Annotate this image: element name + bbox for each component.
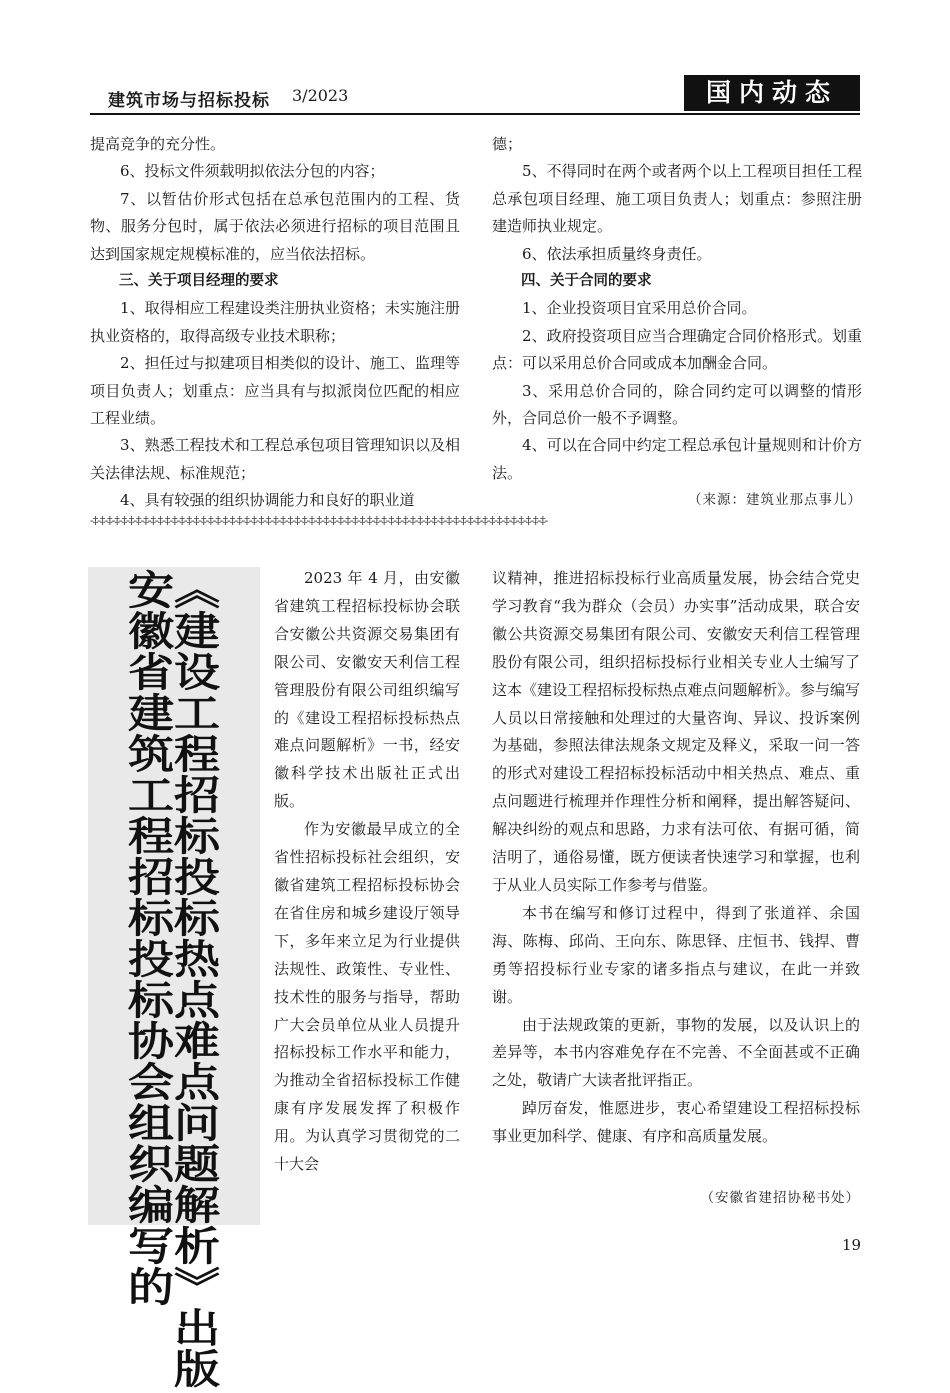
- paragraph: 1、取得相应工程建设类注册执业资格；未实施注册执业资格的，取得高级专业技术职称；: [90, 299, 460, 345]
- title-sub: [128, 568, 174, 1311]
- section-heading: 三、关于项目经理的要求: [119, 273, 279, 290]
- paragraph: 3、熟悉工程技术和工程总承包项目管理知识以及相关法律法规、标准规范；: [90, 436, 460, 482]
- title-char: 难: [174, 1019, 220, 1065]
- title-char: 热: [174, 937, 220, 983]
- paragraph: 踔厉奋发，惟愿进步，衷心希望建设工程招标投标事业更加科学、健康、有序和高质量发展。: [492, 1099, 860, 1146]
- title-char: 建: [174, 609, 220, 655]
- page-number: 19: [842, 1236, 862, 1254]
- article-column-2: [492, 565, 860, 1151]
- title-char: 标: [174, 896, 220, 942]
- paragraph: 1、企业投资项目宜采用总价合同。: [522, 299, 757, 318]
- paragraph: 议精神，推进招标投标行业高质量发展，协会结合党史学习教育“我为群众（会员）办实事”活动成果，联合安徽公共资源交易集团有限公司、安徽安天利信工程管理股份有限公司，组织招标投标行业相关专业人士编写了这本《建设工程招标投标热点难点问题解析》。参与编写人员以日常接触和处理过的大量咨询、异议、投诉案例为基础，参照法律法规条文规定及释义，采取一问一答的形式对建设工程招标投标活动中相关热点、难点、重点问题进行梳理并作理性分析和阐释，提出解答疑问、解决纠纷的观点和思路，力求有法可依、有据可循，简洁明了，通俗易懂，既方便读者快速学习和掌握，也利于从业人员实际工作参考与借鉴。: [492, 569, 860, 894]
- top-left-column: [90, 131, 460, 515]
- section-title: 国内动态: [684, 75, 860, 111]
- paragraph: 2、政府投资项目应当合理确定合同价格形式。划重点：可以采用总价合同或成本加酬金合同。: [492, 326, 862, 373]
- journal-title: 建筑市场与招标投标: [108, 91, 270, 111]
- title-char: 版: [174, 1347, 220, 1393]
- article-column-1: [274, 565, 460, 1179]
- title-char: 标: [174, 814, 220, 860]
- title-char: 编: [128, 1183, 174, 1229]
- title-char: 标: [128, 978, 174, 1024]
- paragraph: 7、以暂估价形式包括在总承包范围内的工程、货物、服务分包时，属于依法必须进行招标的项目范围且达到国家规定规模标准的，应当依法招标。: [90, 189, 460, 263]
- title-char: 安: [128, 568, 174, 614]
- header-rule: [90, 113, 860, 115]
- title-char: 投: [174, 855, 220, 901]
- title-char: 解: [174, 1183, 220, 1229]
- section-heading: 四、关于合同的要求: [521, 273, 652, 290]
- paragraph: 2、担任过与拟建项目相类似的设计、施工、监理等项目负责人；划重点：应当具有与拟派岗位匹配的相应工程业绩。: [90, 354, 460, 428]
- title-char: 徽: [128, 609, 174, 655]
- title-char: ︾: [174, 1265, 220, 1311]
- paragraph: 由于法规政策的更新，事物的发展，以及认识上的差异等，本书内容难免存在不完善、不全面甚或不正确之处，敬请广大读者批评指正。: [492, 1015, 860, 1090]
- title-char: 程: [174, 732, 220, 778]
- paragraph: 提高竞争的充分性。: [90, 135, 226, 153]
- title-char: 的: [128, 1265, 174, 1311]
- title-char: 建: [128, 691, 174, 737]
- paragraph: 4、可以在合同中约定工程总承包计量规则和计价方法。: [492, 436, 862, 482]
- paragraph: 6、依法承担质量终身责任。: [522, 244, 712, 263]
- title-char: 投: [128, 937, 174, 983]
- title-char: 出: [174, 1306, 220, 1352]
- title-main: [174, 568, 220, 1393]
- paragraph: 德；: [492, 135, 523, 153]
- title-char: 工: [174, 691, 220, 737]
- paragraph: 作为安徽最早成立的全省性招标投标社会组织，安徽省建筑工程招标投标协会在省住房和城乡建设厅领导下，多年来立足为行业提供法规性、政策性、专业性、技术性的服务与指导，帮助广大会员单位从业人员提升招标投标工作水平和能力，为推动全省招标投标工作健康有序发展发挥了积极作用。为认真学习贯彻党的二十大会: [274, 820, 460, 1174]
- paragraph: 3、采用总价合同的，除合同约定可以调整的情形外，合同总价一般不予调整。: [492, 381, 862, 428]
- title-char: 工: [128, 773, 174, 819]
- title-char: 省: [128, 650, 174, 696]
- title-char: 会: [128, 1060, 174, 1106]
- issue-number: 3/2023: [292, 86, 349, 105]
- article-title-block: [88, 567, 260, 1393]
- title-char: 点: [174, 978, 220, 1024]
- title-char: 筑: [128, 732, 174, 778]
- title-char: 写: [128, 1224, 174, 1270]
- title-char: 组: [128, 1101, 174, 1147]
- title-char: 题: [174, 1142, 220, 1188]
- paragraph: 本书在编写和修订过程中，得到了张道祥、余国海、陈梅、邱尚、王向东、陈思铎、庄恒书、钱捍、曹勇等招投标行业专家的诸多指点与建议，在此一并致谢。: [492, 903, 860, 1006]
- title-char: 程: [128, 814, 174, 860]
- paragraph: 2023 年 4 月，由安徽省建筑工程招标投标协会联合安徽公共资源交易集团有限公司、安徽安天利信工程管理股份有限公司组织编写的《建设工程招标投标热点难点问题解析》一书，经安徽科学技术出版社正式出版。: [274, 569, 460, 811]
- title-char: 点: [174, 1060, 220, 1106]
- title-char: 招: [128, 855, 174, 901]
- title-char: 析: [174, 1224, 220, 1270]
- paragraph: 6、投标文件须载明拟依法分包的内容；: [120, 162, 385, 181]
- divider: -‡-‡-‡-‡-‡-‡-‡-‡-‡-‡-‡-‡-‡-‡-‡-‡-‡-‡-‡-‡-‡-‡-‡-‡-‡-‡-‡-‡-‡-‡-‡-‡-‡-‡-‡-‡-‡-‡-‡-‡-‡-‡-‡-‡-‡-‡-‡-‡-‡-‡-‡-‡-‡-‡-‡-‡-‡-‡-‡-‡-‡-‡-‡-: [90, 514, 548, 527]
- title-char: 问: [174, 1101, 220, 1147]
- top-right-column: [492, 131, 862, 515]
- title-char: 标: [128, 896, 174, 942]
- paragraph: 5、不得同时在两个或者两个以上工程项目担任工程总承包项目经理、施工项目负责人；划重点：参照注册建造师执业规定。: [492, 162, 862, 236]
- title-char: 协: [128, 1019, 174, 1065]
- title-char: 招: [174, 773, 220, 819]
- source-credit: （来源：建筑业那点事儿）: [688, 492, 862, 509]
- paragraph: 4、具有较强的组织协调能力和良好的职业道: [120, 491, 415, 510]
- title-char: 织: [128, 1142, 174, 1188]
- title-char: 设: [174, 650, 220, 696]
- title-char: ︽: [174, 568, 220, 614]
- article-source: （安徽省建招协秘书处）: [700, 1190, 860, 1206]
